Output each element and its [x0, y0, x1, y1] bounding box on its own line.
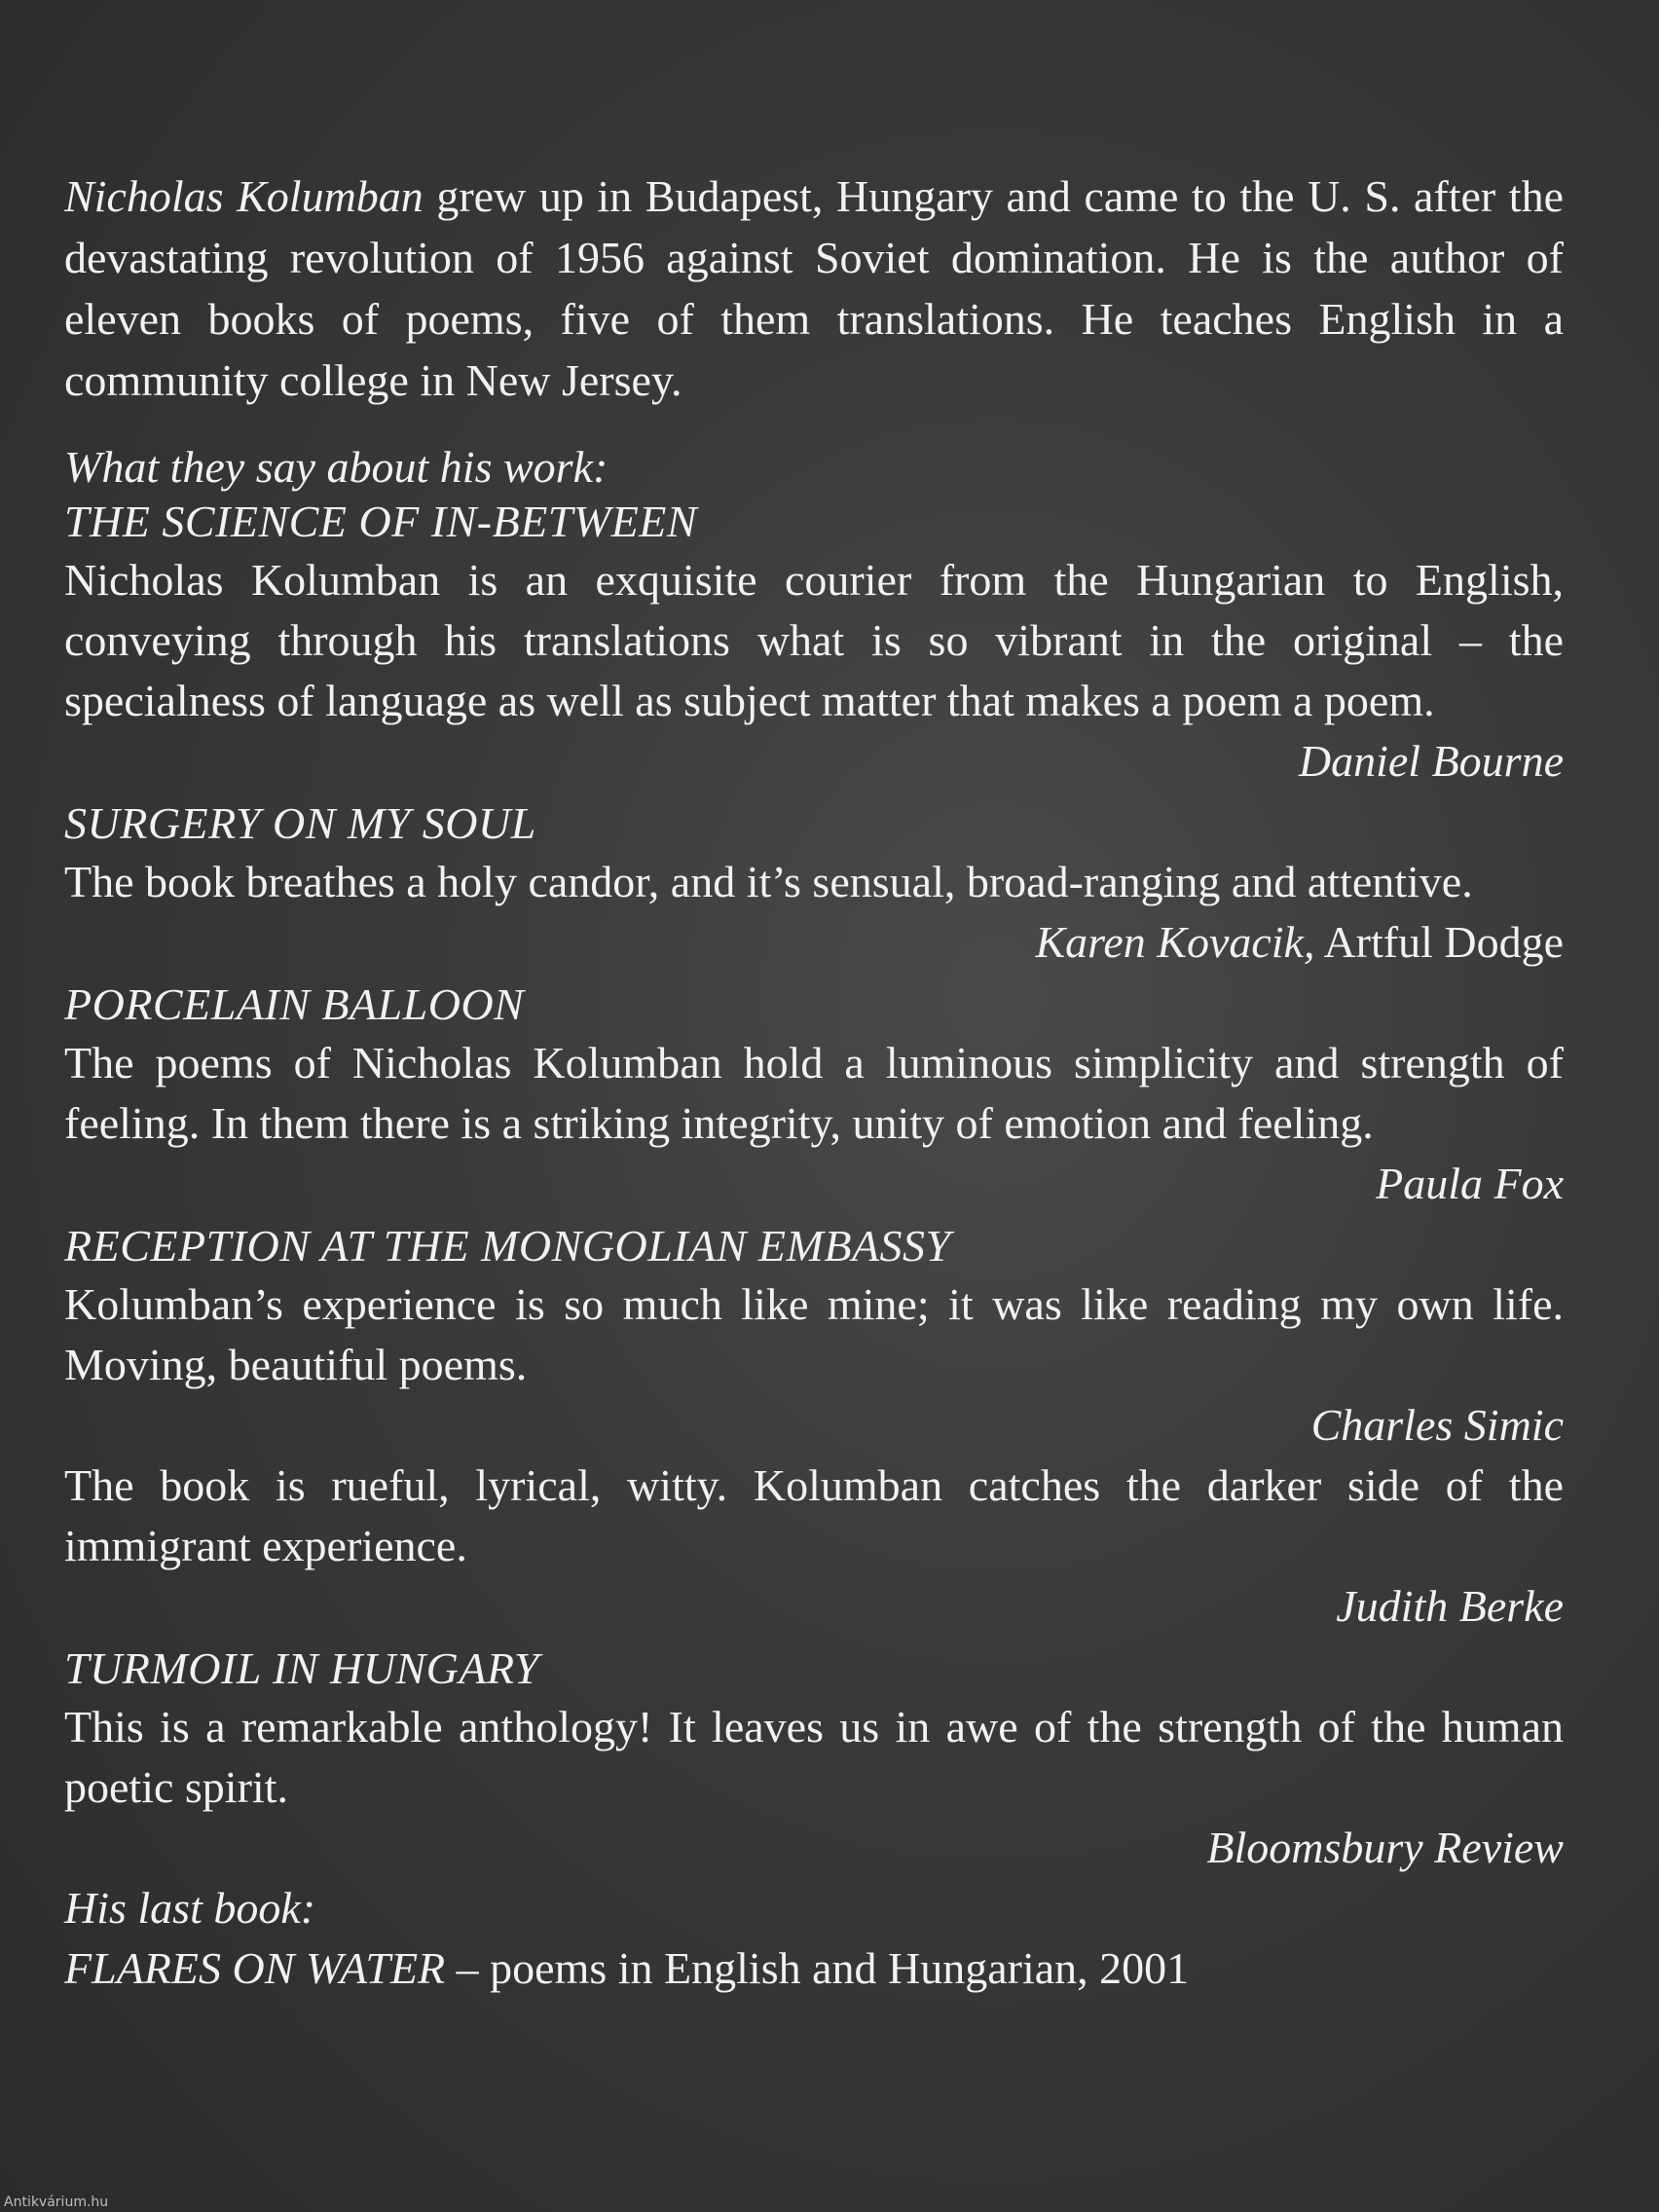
review-quote: The poems of Nicholas Kolumban hold a luminous simplicity and strength of feeling. In them there is a striking integrity, unity of emotion and feeling. [64, 1038, 1564, 1148]
review-attribution [64, 1154, 1564, 1214]
review-quote: The book is rueful, lyrical, witty. Kolumban catches the darker side of the immigrant experience. [64, 1460, 1564, 1570]
review-attribution [64, 1576, 1564, 1637]
book-title: SURGERY ON MY SOUL [64, 798, 536, 848]
reviews-intro: What they say about his work: [64, 442, 608, 492]
last-book-line [64, 1938, 1564, 1999]
bio-text: grew up in Budapest, Hungary and came to the U. S. after the devastating revolution of 1956 against Soviet domination. He is the author of eleven books of poems, five of them translations. He teaches English in a community college in New Jersey. [64, 171, 1564, 405]
book-title: PORCELAIN BALLOON [64, 979, 525, 1029]
review-quote: Kolumban’s experience is so much like mine; it was like reading my own life. Moving, beautiful poems. [64, 1279, 1564, 1389]
last-book-label: His last book: [64, 1883, 316, 1933]
back-cover-text [64, 166, 1564, 1999]
last-book-description: – poems in English and Hungarian, 2001 [445, 1943, 1190, 1993]
reviewer-name: Charles Simic [1310, 1400, 1564, 1450]
book-title: TURMOIL IN HUNGARY [64, 1643, 539, 1693]
reviewer-name: Karen Kovacik, [1035, 917, 1315, 967]
book-title: RECEPTION AT THE MONGOLIAN EMBASSY [64, 1221, 951, 1271]
review-quote: This is a remarkable anthology! It leaves us in awe of the strength of the human poetic spirit. [64, 1702, 1564, 1812]
review-quote: Nicholas Kolumban is an exquisite courier from the Hungarian to English, conveying through his translations what is so vibrant in the original – the specialness of language as well as subject matter that makes a poem a poem. [64, 555, 1564, 725]
reviewer-name: Judith Berke [1336, 1581, 1564, 1631]
watermark: Antikvárium.hu [4, 2194, 109, 2210]
review-attribution [64, 731, 1564, 792]
review-quote: The book breathes a holy candor, and it’s sensual, broad-ranging and attentive. [64, 857, 1473, 906]
review-attribution [64, 1818, 1564, 1878]
review-attribution [64, 1395, 1564, 1456]
reviewer-name: Paula Fox [1376, 1159, 1564, 1208]
review-attribution [64, 912, 1564, 973]
reviewer-name: Daniel Bourne [1298, 736, 1564, 786]
author-name: Nicholas Kolumban [64, 171, 424, 221]
author-bio [64, 166, 1564, 411]
reviewer-name: Bloomsbury Review [1206, 1823, 1564, 1872]
book-title: THE SCIENCE OF IN-BETWEEN [64, 497, 698, 546]
last-book-title: FLARES ON WATER [64, 1943, 446, 1993]
review-source: Artful Dodge [1314, 917, 1564, 967]
